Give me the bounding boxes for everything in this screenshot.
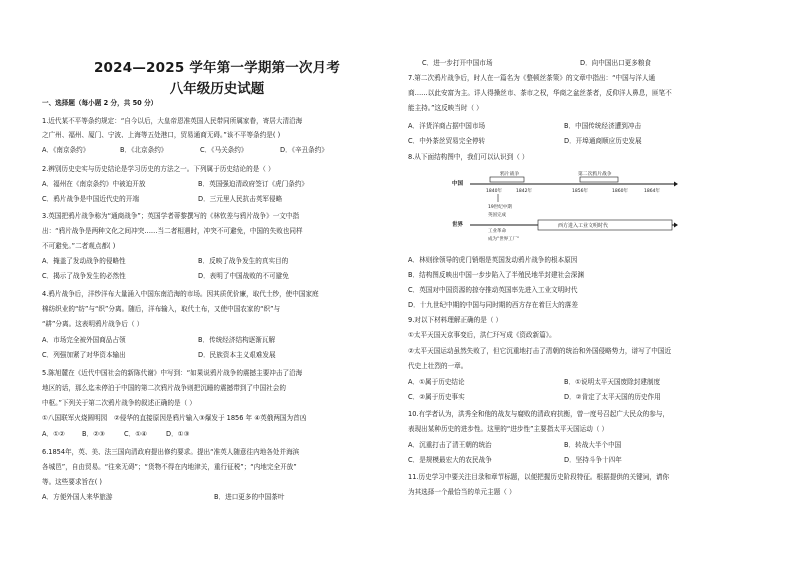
q6-line: 各城邑”，自由贸易。“往来无碍”；“货物不得在内地津关，重行征税”；“内地完全开放” xyxy=(42,463,297,471)
q8-line: 8.从下面结构图中，我们可以认识到（ ） xyxy=(408,153,529,161)
q8-structure-diagram xyxy=(448,166,678,248)
q3-line: 不可避免。”二者观点都( ) xyxy=(42,242,116,250)
q1-option-d[interactable]: D．《辛丑条约》 xyxy=(280,146,328,154)
q10-option-d[interactable]: D．坚持斗争十四年 xyxy=(564,456,622,464)
world-note-line: 英国完成 xyxy=(488,213,506,218)
year-1842: 1842年 xyxy=(516,189,532,194)
q10-line: 10.有学者认为，洪秀全和他的战友与腐败的清政府抗衡，曾一度号召起广大民众的参与， xyxy=(408,410,670,418)
q8-option-d[interactable]: D．十九世纪中期的中国与同时期的西方存在着巨大的落差 xyxy=(408,301,578,309)
year-1840: 1840年 xyxy=(486,189,502,194)
q7-option-c[interactable]: C．中外茶丝贸易完全停转 xyxy=(408,137,486,145)
q9-option-d[interactable]: D．②肯定了太平天国的历史作用 xyxy=(564,393,661,401)
q2-option-c[interactable]: C．鸦片战争是中国近代史的开端 xyxy=(42,195,139,203)
year-1856: 1856年 xyxy=(572,189,588,194)
event-label-opium-war: 鸦片战争 xyxy=(500,172,520,177)
q9-line: 9.对以下材料理解正确的是（ ） xyxy=(408,316,503,324)
q2-option-a[interactable]: A．福州在《南京条约》中被迫开放 xyxy=(42,180,146,188)
q3-option-d[interactable]: D．表明了中国战败的不可避免 xyxy=(198,272,289,280)
q5-option-c[interactable]: C．①④ xyxy=(124,430,148,438)
q2-option-d[interactable]: D．三元里人民抗击英军侵略 xyxy=(198,195,283,203)
q3-line: 出：“鸦片战争是两种文化之间冲突……当二者相遇时，冲突不可避免，中国的失败也同样 xyxy=(42,227,303,235)
china-timeline-arrow xyxy=(674,182,678,187)
q9-material-2: 代史上壮烈的一章。 xyxy=(408,362,468,370)
q7-option-d[interactable]: D．开埠通商顺应历史发展 xyxy=(564,137,642,145)
q5-option-b[interactable]: B．②③ xyxy=(82,430,105,438)
q1-option-b[interactable]: B．《北京条约》 xyxy=(120,146,168,154)
event-bar-opium-war xyxy=(490,177,524,182)
q5-line: 中枢。”下列关于第二次鸦片战争的叙述正确的是（ ） xyxy=(42,399,196,407)
q3-line: 3.英国把鸦片战争称为“通商战争”；英国学者蒂黎撰写的《林钦差与鸦片战争》一文中指 xyxy=(42,212,300,220)
q4-option-c[interactable]: C．列强加紧了对华资本输出 xyxy=(42,351,126,359)
q4-line: 棉纺织业的“纺”与“织”分离。随后，洋布输入，取代土布，又使中国农家的“织”与 xyxy=(42,305,281,313)
q4-line: 4.鸦片战争后，洋纱洋布大量涌入中国东南沿海的市场。因其质优价廉，取代土纱，使中国家庭 xyxy=(42,290,319,298)
q7-line: 商……以此安富为主。详人得操丝市、茶市之权，华商之盆丝茶者，反仰洋人鼻息，匪笔不 xyxy=(408,89,672,97)
q1-line: 1.近代某不平等条约规定：“自今以后，大皇帝恩准英国人民带同所属家眷，寄居大清沿海 xyxy=(42,117,303,125)
world-note-line: 成为"世界工厂" xyxy=(488,237,520,242)
q6-line: 等。这些要求旨在( ) xyxy=(42,478,102,486)
q4-option-b[interactable]: B．传统经济结构逐渐瓦解 xyxy=(198,336,276,344)
q9-option-b[interactable]: B．①说明太平天国废除封建制度 xyxy=(564,378,661,386)
world-timeline-arrow xyxy=(674,223,678,228)
q4-line: “耕”分离。这表明鸦片战争后（ ） xyxy=(42,320,144,328)
q2-option-b[interactable]: B．英国强迫清政府签订《虎门条约》 xyxy=(198,180,309,188)
q10-option-b[interactable]: B．转战大半个中国 xyxy=(564,441,622,449)
q5-option-d[interactable]: D．①③ xyxy=(166,430,190,438)
q9-option-a[interactable]: A．①属于历史结论 xyxy=(408,378,465,386)
q8-option-c[interactable]: C．英国对中国资源的掠夺推动英国率先进入工业文明时代 xyxy=(408,286,578,294)
q11-line: 为其选择一个最恰当的单元主题（ ） xyxy=(408,488,516,496)
q6-line: 6.1854年，英、美、法三国向清政府提出修约要求。提出“准英人随意往内地各处并海滨 xyxy=(42,448,300,456)
diagram-row-world: 世界 xyxy=(452,222,464,228)
q5-line: 地区的话，那么迄未停泊于中国的第二次鸦片战争则把沉睡的震撼带到了中国社会的 xyxy=(42,384,286,392)
year-1860: 1860年 xyxy=(612,189,628,194)
q7-line: 能主持。”这反映当时（ ） xyxy=(408,104,483,112)
q9-option-c[interactable]: C．②属于历史事实 xyxy=(408,393,465,401)
q9-material-2: ②太平天国运动虽然失败了，但它沉重地打击了清朝的统治和外国侵略势力，谱写了中国近 xyxy=(408,347,672,355)
exam-subtitle: 八年级历史试题 xyxy=(169,81,265,97)
q10-line: 表现出某种历史的进步性。这里的“进步性”主要指太平天国运动（ ） xyxy=(408,425,609,433)
q7-option-b[interactable]: B．中国传统经济遭到冲击 xyxy=(564,122,642,130)
event-label-second-opium-war: 第二次鸦片战争 xyxy=(578,172,612,177)
q8-option-a[interactable]: A．林则徐领导的虎门销烟是英国发动鸦片战争的根本原因 xyxy=(408,256,578,264)
q7-line: 7.第二次鸦片战争后，时人在一篇名为《整顿丝茶策》的文章中指出：“中国与洋人通 xyxy=(408,74,656,82)
q4-option-d[interactable]: D．民族资本主义艰难发展 xyxy=(198,351,276,359)
q10-option-a[interactable]: A．沉重打击了清王朝的统治 xyxy=(408,441,492,449)
q2-line: 2.辨别历史史实与历史结论是学习历史的方法之一。下列属于历史结论的是（ ） xyxy=(42,165,275,173)
event-bar-second-opium-war xyxy=(580,177,618,182)
q1-option-a[interactable]: A．《南京条约》 xyxy=(42,146,90,154)
q9-material-1: ①太平天国天京事变后，洪仁玕写成《资政新篇》。 xyxy=(408,331,556,339)
world-note-line: 19世纪中期 xyxy=(488,205,512,210)
q4-option-a[interactable]: A．市场完全被外国商品占领 xyxy=(42,336,126,344)
q7-option-a[interactable]: A．洋货洋商占据中国市场 xyxy=(408,122,486,130)
diagram-row-china: 中国 xyxy=(452,181,464,187)
q1-option-c[interactable]: C．《马关条约》 xyxy=(200,146,248,154)
q5-line: 5.陈旭麓在《近代中国社会的新陈代谢》中写到：“如果说鸦片战争的震撼主要冲击了沿海 xyxy=(42,369,303,377)
q1-line: 之广州、福州、厦门、宁波、上海等五处港口，贸易通商无碍。”该不平等条约是( ) xyxy=(42,131,281,139)
q6-option-a[interactable]: A．方便外国人来华旅游 xyxy=(42,493,113,501)
section-heading: 一、选择题（每小题 2 分，共 50 分） xyxy=(42,99,158,107)
q6-option-d[interactable]: D．向中国出口更多粮食 xyxy=(580,59,652,67)
q8-option-b[interactable]: B．结构图反映出中国一步步陷入了半殖民地半封建社会深渊 xyxy=(408,271,584,279)
q11-line: 11.历史学习中要关注目录和章节标题，以便把握历史阶段特征。根据提供的关键词，请你 xyxy=(408,473,670,481)
world-note-line: 工业革命 xyxy=(488,229,506,234)
q3-option-a[interactable]: A．掩盖了发动战争的侵略性 xyxy=(42,257,126,265)
q5-option-a[interactable]: A．①② xyxy=(42,430,65,438)
q3-option-b[interactable]: B．反映了战争发生的真实目的 xyxy=(198,257,289,265)
year-1864: 1864年 xyxy=(644,189,660,194)
q3-option-c[interactable]: C．揭示了战争发生的必然性 xyxy=(42,272,126,280)
q10-option-c[interactable]: C．是规模最宏大的农民战争 xyxy=(408,456,492,464)
q5-items: ①八国联军火烧圆明园 ②侵华的直接原因是鸦片输入③爆发于 1856 年 ④英俄两国为首凶 xyxy=(42,414,307,422)
q6-option-b[interactable]: B．进口更多的中国茶叶 xyxy=(214,493,285,501)
world-bar-label: 西方进入工业文明时代 xyxy=(558,223,609,229)
q6-option-c[interactable]: C．进一步打开中国市场 xyxy=(422,59,493,67)
exam-title: 2024—2025 学年第一学期第一次月考 xyxy=(93,60,341,76)
